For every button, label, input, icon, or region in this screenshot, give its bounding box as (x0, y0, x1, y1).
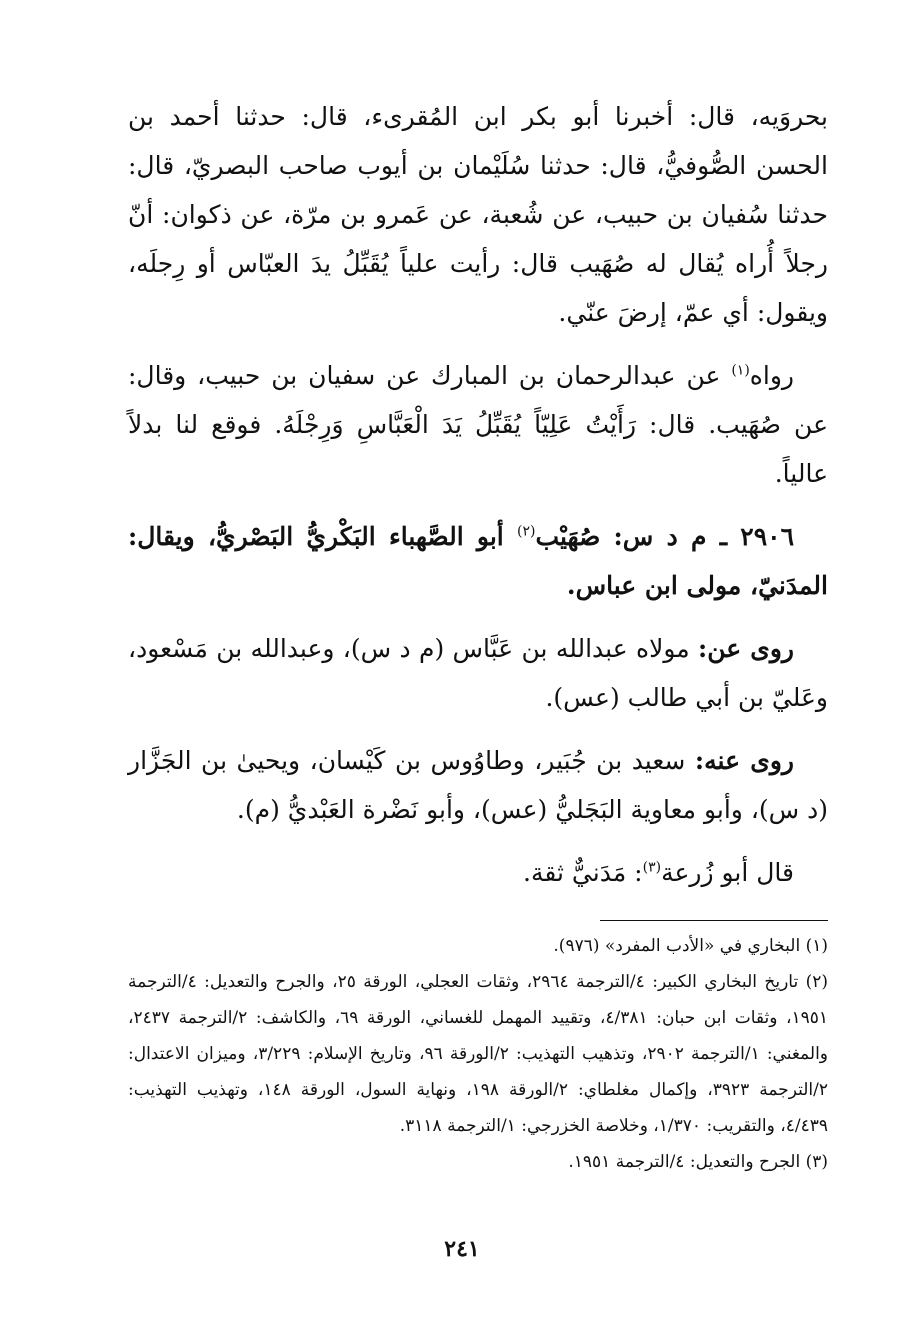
footnote-2: (٢) تاريخ البخاري الكبير: ٤/الترجمة ٢٩٦٤، وثقات العجلي، الورقة ٢٥، والجرح والتعديل: ٤/الترجمة ١٩٥١، وثقات ابن حبان: ٤/٣٨١، وتقييد المهمل للغساني، الورقة ٦٩، والكاشف: ٢/الترجمة ٢٤٣٧، والمغني: ١/الترجمة ٢٩٠٢، وتذهيب التهذيب: ٢/الورقة ٩٦، وتاريخ الإسلام: ٣/٢٢٩، وميزان الاعتدال: ٢/الترجمة ٣٩٢٣، وإكمال مغلطاي: ٢/الورقة ١٩٨، ونهاية السول، الورقة ١٤٨، وتهذيب التهذيب: ٤/٤٣٩، والتقريب: ١/٣٧٠، وخلاصة الخزرجي: ١/الترجمة ٣١١٨. (128, 972, 829, 1136)
narrated-by-label: روى عنه: (694, 746, 794, 775)
footnote-ref-2[interactable]: (٢) (516, 523, 536, 540)
entry-heading (128, 512, 828, 610)
footnote-ref-1[interactable]: (١) (731, 362, 750, 379)
paragraph-abu-zura (128, 848, 828, 897)
riwayah-start: رواه (749, 361, 794, 390)
page-number: ٢٤١ (444, 1236, 480, 1262)
narrated-from-text: مولاه عبدالله بن عَبَّاس (م د س)، وعبدالله بن مَسْعود، وعَليّ بن أبي طالب (عس). (128, 634, 828, 712)
entry-description: أبو الصَّهباء البَكْريُّ البَصْريُّ، ويقال: المدَنيّ، مولى ابن عباس. (128, 522, 828, 600)
narrated-from-label: روى عن: (698, 634, 794, 663)
abu-zura-rest: : مَدَنيٌّ ثقة. (523, 858, 643, 887)
abu-zura-start: قال أبو زُرعة (661, 858, 794, 887)
footnote-ref-3[interactable]: (٣) (642, 859, 662, 876)
entry-name: ـ م د س: صُهَيْب (535, 522, 741, 551)
footnote-divider (600, 920, 828, 921)
narrated-by-text: سعيد بن جُبَير، وطاوُوس بن كَيْسان، ويحيىٰ بن الجَزَّار (د س)، وأبو معاوية البَجَليُّ (عس)، وأبو نَضْرة العَبْديُّ (م). (128, 746, 828, 824)
main-text (128, 92, 828, 897)
riwayah-rest: عن عبدالرحمان بن المبارك عن سفيان بن حبيب، وقال: عن صُهَيب. قال: رَأَيْتُ عَلِيّاً يُقَبِّلُ يَدَ الْعَبَّاسِ وَرِجْلَهُ. فوقع لنا بدلاً عالياً. (128, 361, 828, 488)
paragraph-isnad-text: بحروَيه، قال: أخبرنا أبو بكر ابن المُقرىء، قال: حدثنا أحمد بن الحسن الصُّوفيُّ، قال: حدثنا سُلَيْمان بن أيوب صاحب البصريّ، قال: حدثنا سُفيان بن حبيب، عن شُعبة، عن عَمرو بن مرّة، عن ذكوان: أنّ رجلاً أُراه يُقال له صُهَيب قال: رأيت علياً يُقَبِّلُ يدَ العبّاس أو رِجلَه، ويقول: أي عمّ، إرضَ عنّي. (128, 102, 828, 327)
footnotes (128, 928, 828, 1180)
footnote-3: (٣) الجرح والتعديل: ٤/الترجمة ١٩٥١. (568, 1152, 828, 1172)
paragraph-narrated-by (128, 736, 828, 834)
paragraph-isnad (128, 92, 828, 337)
paragraph-narrated-from (128, 624, 828, 722)
footnote-1: (١) البخاري في «الأدب المفرد» (٩٧٦). (553, 936, 828, 956)
entry-number: ٢٩٠٦ (740, 522, 794, 551)
paragraph-riwayah (128, 351, 828, 498)
